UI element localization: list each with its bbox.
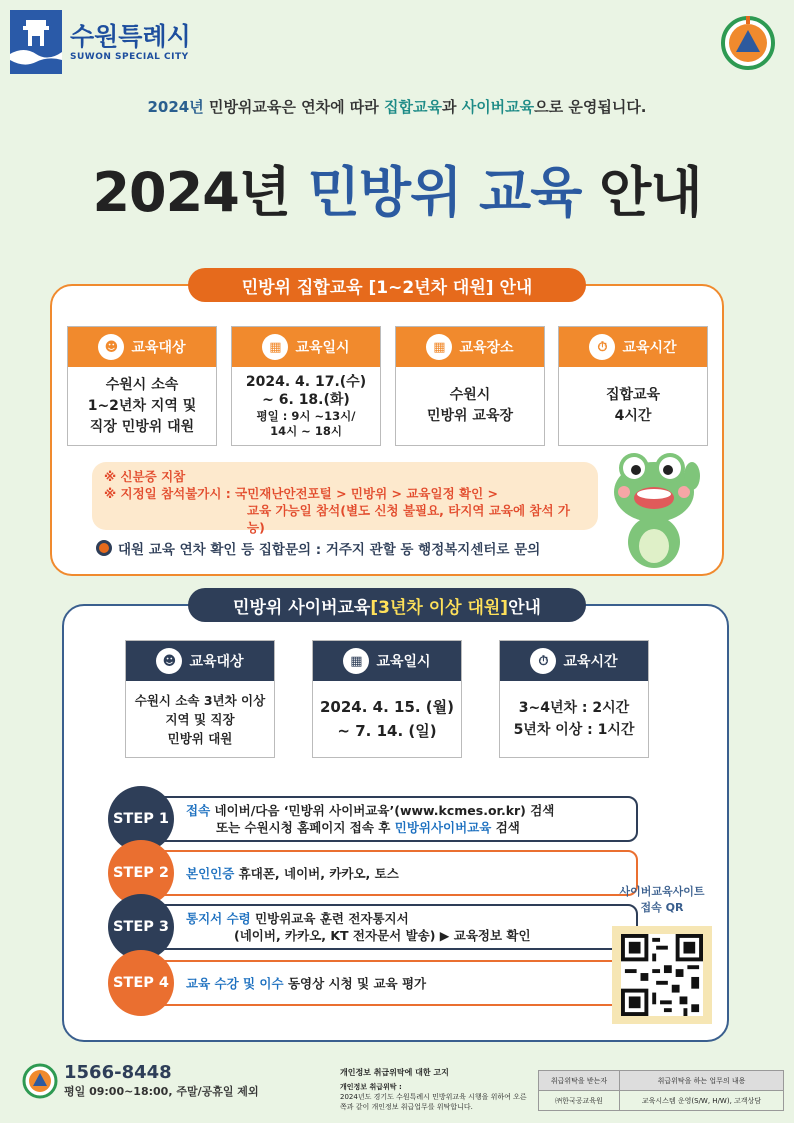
group-card-location <box>395 326 545 446</box>
privacy-notice <box>340 1068 530 1112</box>
title-highlight: 민방위 교육 <box>307 161 582 224</box>
card-line: 4시간 <box>614 408 652 424</box>
title-year: 2024년 <box>92 161 308 224</box>
card-title: 교육대상 <box>131 340 186 356</box>
notice-line: 교육 가능일 참석(별도 신청 불필요, 타지역 교육에 참석 가능) <box>247 503 571 535</box>
table-header: 취급위탁을 하는 업무의 내용 <box>619 1071 783 1091</box>
step-keyword: 통지서 수령 <box>186 911 251 926</box>
step-text: 동영상 시청 및 교육 평가 <box>283 975 427 991</box>
privacy-table <box>538 1070 784 1111</box>
notice-line: ※ 신분증 지참 <box>104 469 186 484</box>
intro-line <box>0 96 794 117</box>
card-line: 민방위 대원 <box>167 730 233 746</box>
card-line: 3~4년차 : 2시간 <box>518 700 630 716</box>
stopwatch-icon: ⏱ <box>530 648 556 674</box>
card-line: 1~2년차 지역 및 <box>87 397 197 414</box>
card-line: ~ 6. 18.(화) <box>262 392 350 408</box>
card-line: 수원시 <box>449 387 491 403</box>
intro-keyword-cyber: 사이버교육 <box>461 98 535 116</box>
privacy-body: 2024년도 경기도 수원특례시 민방위교육 시행을 위하여 오른쪽과 같이 개인정보 취급업무를 위탁합니다. <box>340 1093 527 1111</box>
table-header: 취급위탁을 받는자 <box>539 1071 620 1091</box>
civil-defense-emblem-icon <box>22 1063 58 1099</box>
cyber-card-hours <box>499 640 649 758</box>
step-4 <box>108 950 638 1016</box>
phone-number: 1566-8448 <box>64 1062 172 1083</box>
stopwatch-icon: ⏱ <box>589 334 615 360</box>
step-text: 또는 수원시청 홈페이지 접속 후 <box>216 820 395 835</box>
step-3-badge: STEP 3 <box>108 894 174 960</box>
card-line: 2024. 4. 17.(수) <box>245 374 367 390</box>
cyber-card-schedule <box>312 640 462 758</box>
card-small-line: 14시 ~ 18시 <box>270 424 342 438</box>
pill-highlight: [3년차 이상 대원] <box>370 597 509 618</box>
inquiry-text: 대원 교육 연차 확인 등 집합문의 : 거주지 관할 동 행정복지센터로 문의 <box>118 542 541 558</box>
card-small-line: 평일 : 9시 ~13시/ <box>256 409 356 423</box>
qr-label-line: 접속 QR <box>640 901 684 914</box>
step-text: 네이버/다음 ‘민방위 사이버교육’(www.kcmes.or.kr) 검색 <box>210 803 555 818</box>
group-education-pill: 민방위 집합교육 [1~2년차 대원] 안내 <box>188 268 586 302</box>
card-line: 민방위 교육장 <box>426 408 514 424</box>
pill-text: 안내 <box>508 597 541 618</box>
cyber-card-target <box>125 640 275 758</box>
table-cell: 교육시스템 운영(S/W, H/W), 고객상담 <box>619 1091 783 1111</box>
contact-info <box>22 1062 259 1099</box>
card-title: 교육장소 <box>459 340 514 356</box>
step-1-badge: STEP 1 <box>108 786 174 852</box>
logo-title: 수원특례시 <box>70 22 191 51</box>
step-keyword: 민방위사이버교육 <box>394 820 492 835</box>
card-line: 직장 민방위 대원 <box>89 418 195 435</box>
step-4-badge: STEP 4 <box>108 950 174 1016</box>
logo-subtitle: SUWON SPECIAL CITY <box>70 52 189 62</box>
calendar-icon: ▦ <box>262 334 288 360</box>
group-card-schedule <box>231 326 381 446</box>
intro-text: 민방위교육은 연차에 따라 <box>203 98 385 116</box>
title-suffix: 안내 <box>581 161 702 224</box>
step-text: 검색 <box>491 820 520 835</box>
intro-text: 과 <box>441 98 462 116</box>
step-keyword: 본인인증 <box>186 865 235 881</box>
table-cell: ㈜한국공교육원 <box>539 1091 620 1111</box>
privacy-subtitle: 개인정보 취급위탁 : <box>340 1083 402 1091</box>
step-2-badge: STEP 2 <box>108 840 174 906</box>
suwon-logo <box>10 10 191 74</box>
bullet-icon <box>96 540 112 556</box>
card-title: 교육시간 <box>563 654 618 670</box>
pill-text: 민방위 사이버교육 <box>233 597 371 618</box>
step-text: 휴대폰, 네이버, 카카오, 토스 <box>234 865 399 881</box>
cyber-education-pill <box>188 588 586 622</box>
intro-keyword-group: 집합교육 <box>384 98 442 116</box>
intro-year: 2024년 <box>147 98 204 116</box>
group-card-target <box>67 326 217 446</box>
card-line: 수원시 소속 3년차 이상 <box>134 692 266 708</box>
card-line: 집합교육 <box>605 387 661 403</box>
person-icon: ☻ <box>156 648 182 674</box>
step-text: (네이버, 카카오, KT 전자문서 발송) ▶ 교육정보 확인 <box>234 928 531 943</box>
civil-defense-emblem-icon <box>720 15 776 71</box>
building-icon: ▦ <box>426 334 452 360</box>
step-keyword: 접속 <box>186 803 211 818</box>
privacy-title: 개인정보 취급위탁에 대한 고지 <box>340 1068 449 1077</box>
card-title: 교육일시 <box>376 654 431 670</box>
frog-mascot-icon <box>606 446 702 570</box>
card-line: 5년차 이상 : 1시간 <box>513 722 635 738</box>
intro-text: 으로 운영됩니다. <box>534 98 647 116</box>
card-title: 교육대상 <box>189 654 244 670</box>
qr-label <box>606 884 718 916</box>
inquiry-line <box>96 538 540 558</box>
group-card-hours <box>558 326 708 446</box>
page-title <box>0 150 794 227</box>
qr-code[interactable] <box>612 926 712 1024</box>
person-icon: ☻ <box>98 334 124 360</box>
office-hours: 평일 09:00~18:00, 주말/공휴일 제외 <box>64 1085 259 1098</box>
notice-line: ※ 지정일 참석불가시 : 국민재난안전포털 > 민방위 > 교육일정 확인 > <box>104 486 498 501</box>
qr-label-line: 사이버교육사이트 <box>619 885 705 898</box>
suwon-logo-icon <box>10 10 62 74</box>
card-title: 교육일시 <box>295 340 350 356</box>
step-keyword: 교육 수강 및 이수 <box>186 975 284 991</box>
qr-code-icon <box>620 934 704 1016</box>
notice-box <box>92 462 598 535</box>
card-line: ~ 7. 14. (일) <box>337 722 437 740</box>
card-line: 수원시 소속 <box>105 376 179 393</box>
card-line: 지역 및 직장 <box>165 711 235 727</box>
card-title: 교육시간 <box>622 340 677 356</box>
card-line: 2024. 4. 15. (월) <box>319 698 455 716</box>
calendar-icon: ▦ <box>343 648 369 674</box>
step-text: 민방위교육 훈련 전자통지서 <box>250 911 409 926</box>
